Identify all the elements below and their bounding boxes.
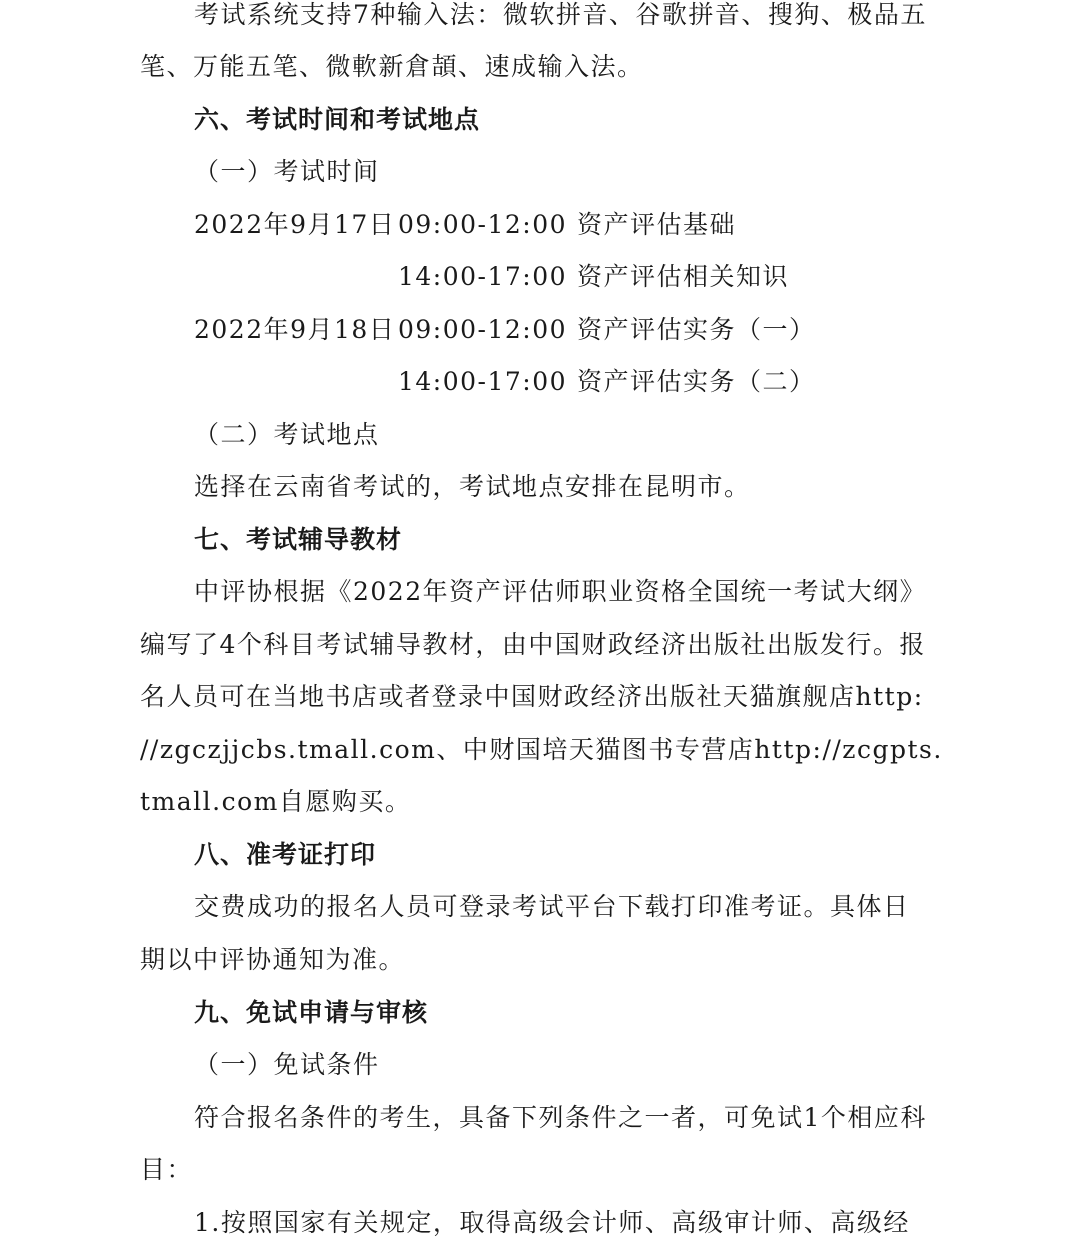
section-heading-8: 八、准考证打印 [194,840,377,869]
schedule-time-2: 14:00-17:00 [398,262,568,291]
schedule-subject-3: 资产评估实务（一） [577,315,816,344]
paragraph-exemption-item1: 1.按照国家有关规定，取得高级会计师、高级审计师、高级经 [194,1208,910,1237]
schedule-date-3: 2022年9月18日 [194,315,396,344]
subheading-exam-location: （二）考试地点 [194,420,380,449]
paragraph-admission-line2: 期以中评协通知为准。 [140,945,406,974]
schedule-time-3: 09:00-12:00 [398,315,568,344]
schedule-time-4: 14:00-17:00 [398,367,568,396]
section-heading-6: 六、考试时间和考试地点 [194,105,481,134]
paragraph-materials-line2: 编写了4个科目考试辅导教材，由中国财政经济出版社出版发行。报 [140,630,926,659]
schedule-date-1: 2022年9月17日 [194,210,396,239]
paragraph-exemption-line2: 目： [140,1155,194,1184]
paragraph-input-methods-line2: 笔、万能五笔、微軟新倉頡、速成输入法。 [140,52,644,81]
schedule-time-1: 09:00-12:00 [398,210,568,239]
section-heading-9: 九、免试申请与审核 [194,998,429,1027]
paragraph-input-methods-line1: 考试系统支持7种输入法：微软拼音、谷歌拼音、搜狗、极品五 [194,0,927,29]
paragraph-materials-line5: tmall.com自愿购买。 [140,787,412,816]
paragraph-exemption-line1: 符合报名条件的考生，具备下列条件之一者，可免试1个相应科 [194,1103,927,1132]
paragraph-admission-line1: 交费成功的报名人员可登录考试平台下载打印准考证。具体日 [194,892,910,921]
subheading-exemption-conditions: （一）免试条件 [194,1050,380,1079]
subheading-exam-time: （一）考试时间 [194,157,380,186]
paragraph-location: 选择在云南省考试的，考试地点安排在昆明市。 [194,472,751,501]
schedule-subject-4: 资产评估实务（二） [577,367,816,396]
paragraph-materials-line4: //zgczjjcbs.tmall.com、中财国培天猫图书专营店http://zcgpts. [140,735,943,764]
schedule-subject-2: 资产评估相关知识 [577,262,790,291]
schedule-subject-1: 资产评估基础 [577,210,737,239]
paragraph-materials-line1: 中评协根据《2022年资产评估师职业资格全国统一考试大纲》 [194,577,927,606]
paragraph-materials-line3: 名人员可在当地书店或者登录中国财政经济出版社天猫旗舰店http: [140,682,924,711]
section-heading-7: 七、考试辅导教材 [194,525,403,554]
